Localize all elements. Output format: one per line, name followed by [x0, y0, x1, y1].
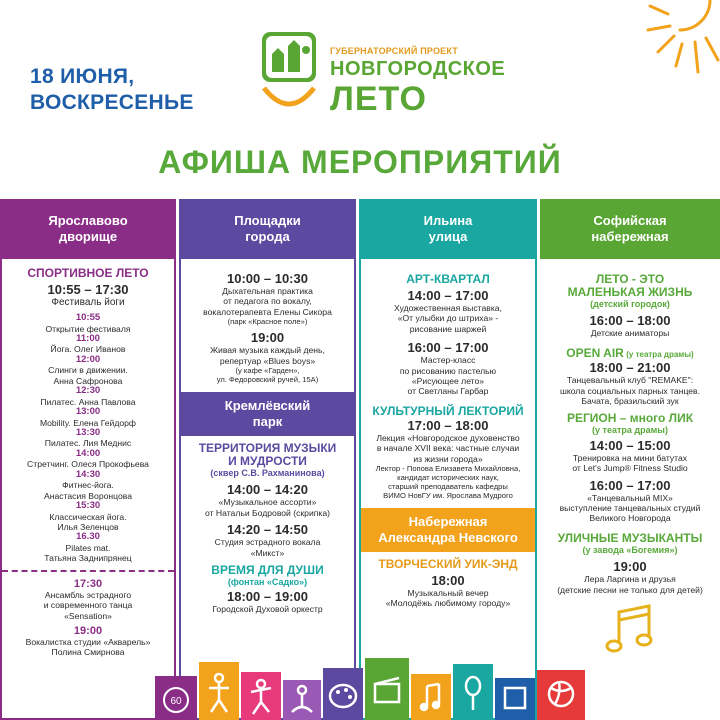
item-text: Фитнес-йога. [62, 480, 114, 491]
header-line: Ярославово [48, 213, 128, 228]
nevsky-embankment-band [361, 508, 535, 552]
event-text: Бачата, бразильский зук [581, 396, 679, 407]
activity-icons-strip [155, 650, 585, 720]
lecturer-info: ВИМО НовГУ им. Ярослава Мудрого [383, 491, 513, 501]
event-text: и современного танца [43, 600, 133, 611]
section-subtitle: (детский городок) [590, 299, 670, 309]
item-time: 15:30 [75, 500, 101, 512]
event-time: 10:00 – 10:30 [227, 271, 308, 286]
event-location: (у кафе «Гарден», [235, 366, 300, 376]
photo-tile [495, 678, 535, 720]
section-subtitle: (у театра драмы) [592, 425, 668, 436]
event-text: в начале XVII века: частные случаи [376, 443, 520, 454]
section-title: РЕГИОН – много ЛИК [566, 411, 694, 426]
event-time: 14:00 – 14:20 [227, 482, 308, 498]
header-line: Софийская [593, 213, 667, 228]
item-text: Слинги в движении. [48, 365, 128, 376]
item-time: 13:30 [75, 426, 101, 438]
item-text: Стретчинг. Олеся Прокофьева [27, 459, 149, 470]
event-text: Лера Ларгина и друзья [584, 574, 676, 585]
event-text: «Танцевальный MIX» [587, 492, 673, 503]
event-text: Танцевальный клуб "REMAKE": [566, 375, 694, 386]
event-location: (парк «Красное поле») [227, 317, 308, 327]
schedule-item [8, 470, 168, 501]
event-text: Студия эстрадного вокала [214, 537, 321, 548]
column-header [0, 199, 176, 259]
item-text: Открытие фестиваля [45, 323, 131, 334]
event-text: от Let's Jump® Fitness Studio [572, 463, 688, 474]
band-line: парк [252, 414, 283, 430]
section-title: ВРЕМЯ ДЛЯ ДУШИ [211, 563, 324, 578]
event-title: Фестиваль йоги [51, 297, 125, 308]
event-text: школа социальных парных танцев. [559, 385, 701, 396]
schedule-item [8, 386, 168, 407]
sport-tile [453, 664, 493, 720]
section-title: КУЛЬТУРНЫЙ ЛЕКТОРИЙ [372, 403, 524, 418]
event-text: Музыкальный вечер [407, 588, 489, 599]
event-time: 18:00 – 19:00 [227, 589, 308, 605]
logo-line-1: НОВГОРОДСКОЕ [330, 58, 506, 80]
event-text: Детские аниматоры [590, 328, 670, 339]
cinema-tile [365, 658, 409, 720]
header-line: дворище [58, 229, 118, 244]
date-day: 18 ИЮНЯ, [30, 65, 135, 88]
item-time: 11:00 [76, 332, 100, 344]
event-text: Лекция «Новгородское духовенство [376, 432, 520, 443]
section-title: И МУДРОСТИ [228, 454, 307, 469]
section-title: OPEN AIR [566, 345, 624, 360]
lecturer-info: Лектор - Попова Елизавета Михайловна, [375, 464, 521, 474]
event-text: выступление танцевальных студий [559, 503, 701, 514]
event-text: «Микст» [250, 547, 285, 558]
event-text: рисование шаржей [409, 323, 487, 334]
event-text: (детские песни не только для детей) [557, 584, 703, 595]
item-text: Илья Зеленцов [57, 521, 119, 532]
section-subtitle: (у завода «Богемия») [582, 544, 678, 555]
event-text: «От улыбки до штриха» - [397, 313, 499, 324]
event-time: 17:00 – 18:00 [407, 417, 489, 433]
novgorod-summer-logo-icon [258, 28, 320, 120]
music-tile [411, 674, 451, 720]
item-time: 14:00 [75, 447, 101, 459]
event-text: репертуар «Blues boys» [219, 355, 316, 366]
section-title: ТВОРЧЕСКИЙ УИК-ЭНД [378, 557, 518, 572]
music-note-icon [605, 602, 655, 658]
event-time: 18:00 – 21:00 [589, 360, 671, 376]
kremlin-park-band [181, 392, 354, 436]
item-time: 14:30 [75, 468, 101, 480]
item-time: 10:55 [75, 312, 101, 323]
event-time: 14:00 – 15:00 [589, 437, 671, 453]
event-text: из жизни города» [413, 453, 483, 464]
event-text: от Светланы Гарбар [407, 386, 489, 397]
event-text: по рисованию пастелью [399, 365, 497, 376]
column-yaroslavovo-dvorishche [0, 199, 176, 720]
item-time: 12:00 [75, 353, 101, 365]
event-time: 19:00 [250, 330, 285, 346]
schedule-item [8, 532, 168, 563]
item-text: Pilates mat. [65, 542, 111, 553]
section-title: УЛИЧНЫЕ МУЗЫКАНТЫ [557, 530, 703, 545]
section-title: АРТ-КВАРТАЛ [406, 272, 490, 286]
logo-subtitle: ГУБЕРНАТОРСКИЙ ПРОЕКТ [330, 46, 458, 56]
event-text: «Молодёжь любимому городу» [385, 598, 511, 609]
event-text: вокалотерапевта Елены Сикора [203, 306, 332, 317]
event-text: Дыхательная практика [222, 286, 313, 296]
volleyball-tile [537, 670, 585, 720]
event-time: 14:20 – 14:50 [227, 522, 308, 538]
lecturer-info: старший преподаватель кафедры [388, 482, 508, 492]
event-time: 16:00 – 17:00 [589, 477, 671, 493]
event-time: 16:00 – 17:00 [407, 340, 489, 356]
event-time: 19:00 [73, 624, 103, 637]
stopwatch-label: 60 [170, 696, 182, 707]
event-time: 16:00 – 18:00 [589, 313, 671, 329]
item-text: Пилатес. Лия Меднис [44, 438, 132, 449]
item-text: Классическая йога. [49, 511, 127, 522]
event-text: «Музыкальное ассорти» [218, 497, 317, 508]
item-text: Mobility. Елена Гейдорф [39, 417, 136, 428]
event-text: Художественная выставка, [394, 303, 502, 313]
schedule-item [8, 355, 168, 386]
logo-wordmark [330, 46, 505, 117]
event-text: от Натальи Бодровой (скрипка) [205, 507, 330, 518]
item-text: Йога. Олег Иванов [50, 344, 126, 355]
column-header [540, 199, 720, 259]
section-subtitle: (фонтан «Садко») [227, 577, 308, 588]
event-text: Вокалистка студии «Акварель» [25, 636, 151, 647]
header-line: Площадки [234, 213, 301, 228]
column-header [179, 199, 356, 259]
item-text: Анна Сафронова [53, 375, 123, 386]
event-text: Мастер-класс [420, 355, 476, 366]
event-text: Великого Новгорода [589, 513, 671, 524]
event-text: Тренировка на мини батутах [572, 452, 688, 463]
event-text: Ансамбль эстрадного [44, 589, 132, 600]
section-subtitle: (сквер С.В. Рахманинова) [210, 468, 325, 479]
item-text: Татьяна Заднипрянец [44, 553, 132, 564]
event-time: 10:55 – 17:30 [47, 282, 129, 297]
band-line: Набережная [408, 514, 488, 530]
item-time: 12:30 [75, 385, 101, 397]
section-title: СПОРТИВНОЕ ЛЕТО [27, 266, 149, 280]
lecturer-info: кандидат исторических наук, [397, 473, 499, 483]
yoga-schedule [8, 313, 168, 564]
header-line: улица [428, 229, 468, 244]
schedule-item [8, 334, 168, 355]
logo-line-2: ЛЕТО [330, 80, 427, 118]
section-subtitle: (у театра драмы) [626, 349, 694, 359]
divider [2, 570, 174, 572]
column-header [359, 199, 537, 259]
item-text: Анастасия Воронцова [44, 490, 132, 501]
event-time: 18:00 [431, 573, 465, 589]
event-text: Живая музыка каждый день, [210, 345, 325, 356]
event-time: 17:30 [73, 577, 103, 590]
column-ilyina-street [359, 199, 537, 720]
header-line: набережная [591, 229, 669, 244]
schedule-item [8, 313, 168, 334]
schedule-item [8, 428, 168, 449]
event-text: «Рисующее лето» [411, 376, 485, 387]
date-weekday: ВОСКРЕСЕНЬЕ [30, 91, 194, 114]
event-text: Полина Смирнова [51, 647, 125, 658]
item-time: 13:00 [75, 406, 101, 418]
event-location: ул. Федоровский ручей, 15А) [216, 375, 319, 385]
section-title: ТЕРРИТОРИЯ МУЗЫКИ [198, 441, 337, 456]
band-line: Александра Невского [378, 530, 518, 546]
event-text: «Sensation» [64, 610, 112, 621]
header-line: Ильина [423, 213, 473, 228]
schedule-item [8, 407, 168, 428]
header-line: города [245, 229, 290, 244]
event-text: Городской Духовой оркестр [212, 604, 323, 615]
band-line: Кремлёвский [224, 398, 311, 414]
sun-icon [600, 0, 720, 80]
item-time: 16.30 [76, 531, 100, 543]
event-time: 19:00 [613, 559, 647, 575]
event-date [30, 64, 194, 116]
event-time: 14:00 – 17:00 [407, 288, 489, 303]
event-text: от педагога по вокалу, [223, 296, 312, 307]
schedule-item [8, 501, 168, 532]
page-title: АФИША МЕРОПРИЯТИЙ [158, 144, 562, 180]
column-body [0, 259, 176, 720]
column-city-venues [179, 199, 356, 720]
item-text: Пилатес. Анна Павлова [40, 396, 136, 407]
section-title: МАЛЕНЬКАЯ ЖИЗНЬ [567, 285, 693, 299]
schedule-item [8, 449, 168, 470]
section-title: ЛЕТО - ЭТО [595, 272, 665, 286]
